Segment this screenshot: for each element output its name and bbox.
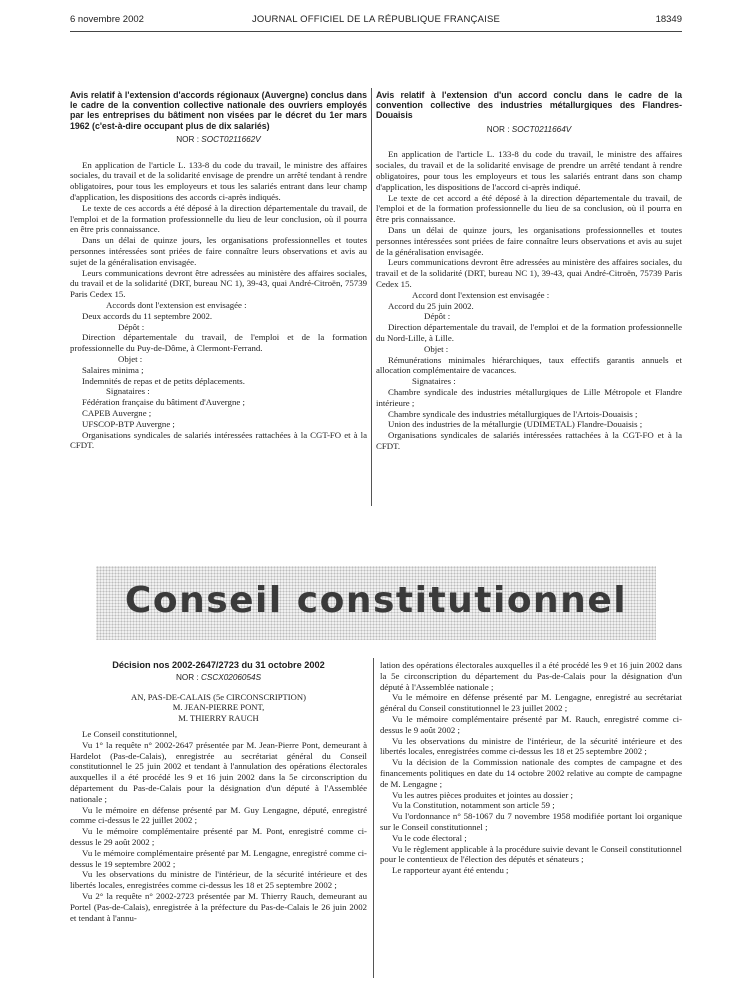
- section-banner-title: Conseil constitutionnel: [124, 580, 628, 621]
- depot-label: Dépôt :: [424, 311, 451, 322]
- decision-party: M. THIERRY RAUCH: [178, 713, 259, 724]
- paragraph: Vu les autres pièces produites et jointes au dossier ;: [392, 789, 573, 800]
- paragraph: Le texte de ces accords a été déposé à la direction départementale du travail, de l'emploi et de la formation professionnelle du lieu de leur conclusion, où il pourra en être pris connaissance.: [70, 202, 367, 235]
- paragraph: En application de l'article L. 133-8 du code du travail, le ministre des affaires sociales, du travail et de la solidarité envisage de prendre un arrêté tendant à rendre obligatoires, pour tous les employeurs et tous les salariés entrant dans leur champ d'application, les dispositions des accords ci-après indiqués.: [70, 159, 367, 202]
- page-number: 18349: [655, 14, 682, 25]
- paragraph: Vu le mémoire complémentaire présenté par M. Pont, enregistré comme ci-dessus le 29 août 2002 ;: [70, 826, 367, 847]
- depot-text: Direction départementale du travail, de l'emploi et de la formation professionnelle du Nord-Lille, à Lille.: [376, 322, 682, 343]
- paragraph: Vu le mémoire en défense présenté par M. Lengagne, enregistré au secrétariat général du Conseil constitutionnel le 23 juillet 2002 ;: [380, 692, 682, 714]
- paragraph: Vu les observations du ministre de l'intérieur, de la sécurité intérieure et des libertés locales, enregistrées comme ci-dessus les 18 et 25 septembre 2002 ;: [70, 869, 367, 891]
- signataires-label: Signataires :: [106, 386, 150, 397]
- nor-code: SOCT0211662V: [201, 134, 261, 144]
- left-notice-nor: [70, 135, 367, 146]
- decision-title: Décision nos 2002-2647/2723 du 31 octobre 2002: [112, 660, 325, 670]
- depot-text: Direction départementale du travail, de l'emploi et de la formation professionnelle du Puy-de-Dôme, à Clermont-Ferrand.: [70, 332, 367, 354]
- decision-left-column: [70, 660, 367, 923]
- paragraph: Vu le mémoire en défense présenté par M. Guy Lengagne, député, enregistré comme ci-dessus le 22 juillet 2002 ;: [70, 804, 367, 826]
- signataire: UFSCOP-BTP Auvergne ;: [82, 418, 175, 429]
- paragraph: Vu 1° la requête n° 2002-2647 présentée par M. Jean-Pierre Pont, demeurant à Hardelot (Pas-de-Calais), enregistrée au secrétariat général du Conseil constitutionnel le 25 juin 2002 et tendant à l'annulation des opérations électorales auxquelles il a été procédé les 9 et 16 juin 2002 dans la 5e circonscription du département du Pas-de-Calais pour la désignation d'un député à l'Assemblée nationale ;: [70, 739, 367, 804]
- paragraph: Vu le mémoire complémentaire présenté par M. Rauch, enregistré comme ci-dessus le 9 août 2002 ;: [380, 713, 682, 735]
- header-rule: [70, 31, 682, 32]
- accords-label: Accords dont l'extension est envisagée :: [106, 299, 247, 310]
- objet-text: Rémunérations minimales hiérarchiques, taux effectifs garantis annuels et allocation complémentaire de vacances.: [376, 354, 682, 376]
- paragraph: Vu la Constitution, notamment son article 59 ;: [392, 800, 555, 811]
- paragraph: Dans un délai de quinze jours, les organisations professionnelles et toutes personnes intéressées sont priées de faire connaître leurs observations et avis au sujet de la généralisation envisagée.: [376, 224, 682, 257]
- signataires-label: Signataires :: [412, 376, 456, 387]
- column-divider: [371, 88, 372, 506]
- accords-label: Accord dont l'extension est envisagée :: [412, 289, 550, 300]
- left-notice: [70, 90, 367, 451]
- page-header: [70, 14, 682, 30]
- objet-item: Indemnités de repas et de petits déplacements.: [82, 375, 245, 386]
- left-notice-title: Avis relatif à l'extension d'accords régionaux (Auvergne) conclus dans le cadre de la convention collective nationale des ouvriers employés par les entreprises du bâtiment non visées par le décret du 1er mars 1962 (c'est-à-dire occupant plus de dix salariés): [70, 90, 367, 131]
- objet-label: Objet :: [118, 353, 143, 364]
- objet-label: Objet :: [424, 343, 449, 354]
- paragraph: Dans un délai de quinze jours, les organisations professionnelles et toutes personnes intéressées sont priées de faire connaître leurs observations et avis au sujet de la généralisation envisagée.: [70, 235, 367, 267]
- signataire: Union des industries de la métallurgie (UDIMETAL) Flandre-Douaisis ;: [388, 419, 643, 430]
- paragraph: lation des opérations électorales auxquelles il a été procédé les 9 et 16 juin 2002 dans la 5e circonscription du département du Pas-de-Calais pour la désignation d'un député à l'Assemblée nationale ;: [380, 660, 682, 692]
- nor-code: CSCX0206054S: [200, 672, 262, 682]
- paragraph: Vu 2° la requête n° 2002-2723 présentée par M. Thierry Rauch, demeurant au Portel (Pas-de-Calais), enregistrée à la préfecture du Pas-de-Calais le 26 juin 2002 et tendant à l'annu-: [70, 890, 367, 923]
- depot-label: Dépôt :: [118, 321, 145, 332]
- signataire: Chambre syndicale des industries métallurgiques de Lille Métropole et Flandre intérieure ;: [376, 386, 682, 408]
- nor-label: NOR :: [176, 134, 199, 144]
- right-notice: [376, 90, 682, 452]
- nor-label: NOR :: [486, 124, 510, 134]
- decision-party: AN, PAS-DE-CALAIS (5e CIRCONSCRIPTION): [131, 691, 306, 702]
- paragraph: Le rapporteur ayant été entendu ;: [392, 865, 509, 876]
- paragraph: Vu la décision de la Commission nationale des comptes de campagne et des financements politiques en date du 14 octobre 2002 relative au compte de campagne de M. Lengagne ;: [380, 757, 682, 789]
- paragraph: Vu les observations du ministre de l'intérieur, de la sécurité intérieure et des libertés locales, enregistrées comme ci-dessus les 18 et 25 septembre 2002 ;: [380, 735, 682, 757]
- paragraph: Vu le règlement applicable à la procédure suivie devant le Conseil constitutionnel pour le contentieux de l'élection des députés et sénateurs ;: [380, 843, 682, 865]
- paragraph: Leurs communications devront être adressées au ministère des affaires sociales, du travail et de la solidarité (DRT, bureau NC 1), 39-43, quai André-Citroën, 75739 Paris Cedex 15.: [376, 257, 682, 289]
- paragraph: Vu le code électoral ;: [392, 832, 467, 843]
- objet-item: Salaires minima ;: [82, 364, 144, 375]
- paragraph: En application de l'article L. 133-8 du code du travail, le ministre des affaires sociales, du travail et de la solidarité envisage de prendre un arrêté tendant à rendre obligatoires, pour tous les employeurs et tous les salariés entrant dans son champ d'application, les dispositions de l'accord ci-après indiqué.: [376, 149, 682, 192]
- signataire: Organisations syndicales de salariés intéressées rattachées à la CGT-FO et à la CFDT.: [376, 430, 682, 451]
- accords-text: Accord du 25 juin 2002.: [388, 300, 474, 311]
- paragraph: Leurs communications devront être adressées au ministère des affaires sociales, du travail et de la solidarité (DRT, bureau NC 1), 39-43, quai André-Citroën, 75739 Paris Cedex 15.: [70, 267, 367, 300]
- accords-text: Deux accords du 11 septembre 2002.: [82, 310, 213, 321]
- nor-label: NOR :: [175, 672, 199, 682]
- section-banner: [96, 566, 656, 640]
- signataire: Fédération française du bâtiment d'Auvergne ;: [82, 397, 245, 408]
- journal-title: JOURNAL OFFICIEL DE LA RÉPUBLIQUE FRANÇAISE: [251, 14, 501, 25]
- paragraph: Vu l'ordonnance n° 58-1067 du 7 novembre 1958 modifiée portant loi organique sur le Conseil constitutionnel ;: [380, 811, 682, 832]
- decision-nor: [70, 673, 367, 684]
- right-notice-nor: [376, 125, 682, 136]
- paragraph: Le Conseil constitutionnel,: [82, 728, 178, 739]
- paragraph: Vu le mémoire complémentaire présenté par M. Lengagne, enregistré comme ci-dessus le 19 septembre 2002 ;: [70, 847, 367, 869]
- signataire: CAPEB Auvergne ;: [82, 407, 152, 418]
- signataire: Chambre syndicale des industries métallurgiques de l'Artois-Douaisis ;: [388, 408, 638, 419]
- signataire: Organisations syndicales de salariés intéressées rattachées à la CGT-FO et à la CFDT.: [70, 429, 367, 451]
- decision-party: M. JEAN-PIERRE PONT,: [172, 702, 265, 713]
- paragraph: Le texte de cet accord a été déposé à la direction départementale du travail, de l'emploi et de la formation professionnelle du lieu de sa conclusion, où il pourra en être pris connaissance.: [376, 192, 682, 225]
- column-divider: [373, 658, 374, 978]
- nor-code: SOCT0211664V: [511, 124, 572, 134]
- decision-right-column: [380, 660, 682, 876]
- header-date: 6 novembre 2002: [70, 14, 144, 25]
- right-notice-title: Avis relatif à l'extension d'un accord conclu dans le cadre de la convention collective des industries métallurgiques des Flandres-Douaisis: [376, 90, 682, 121]
